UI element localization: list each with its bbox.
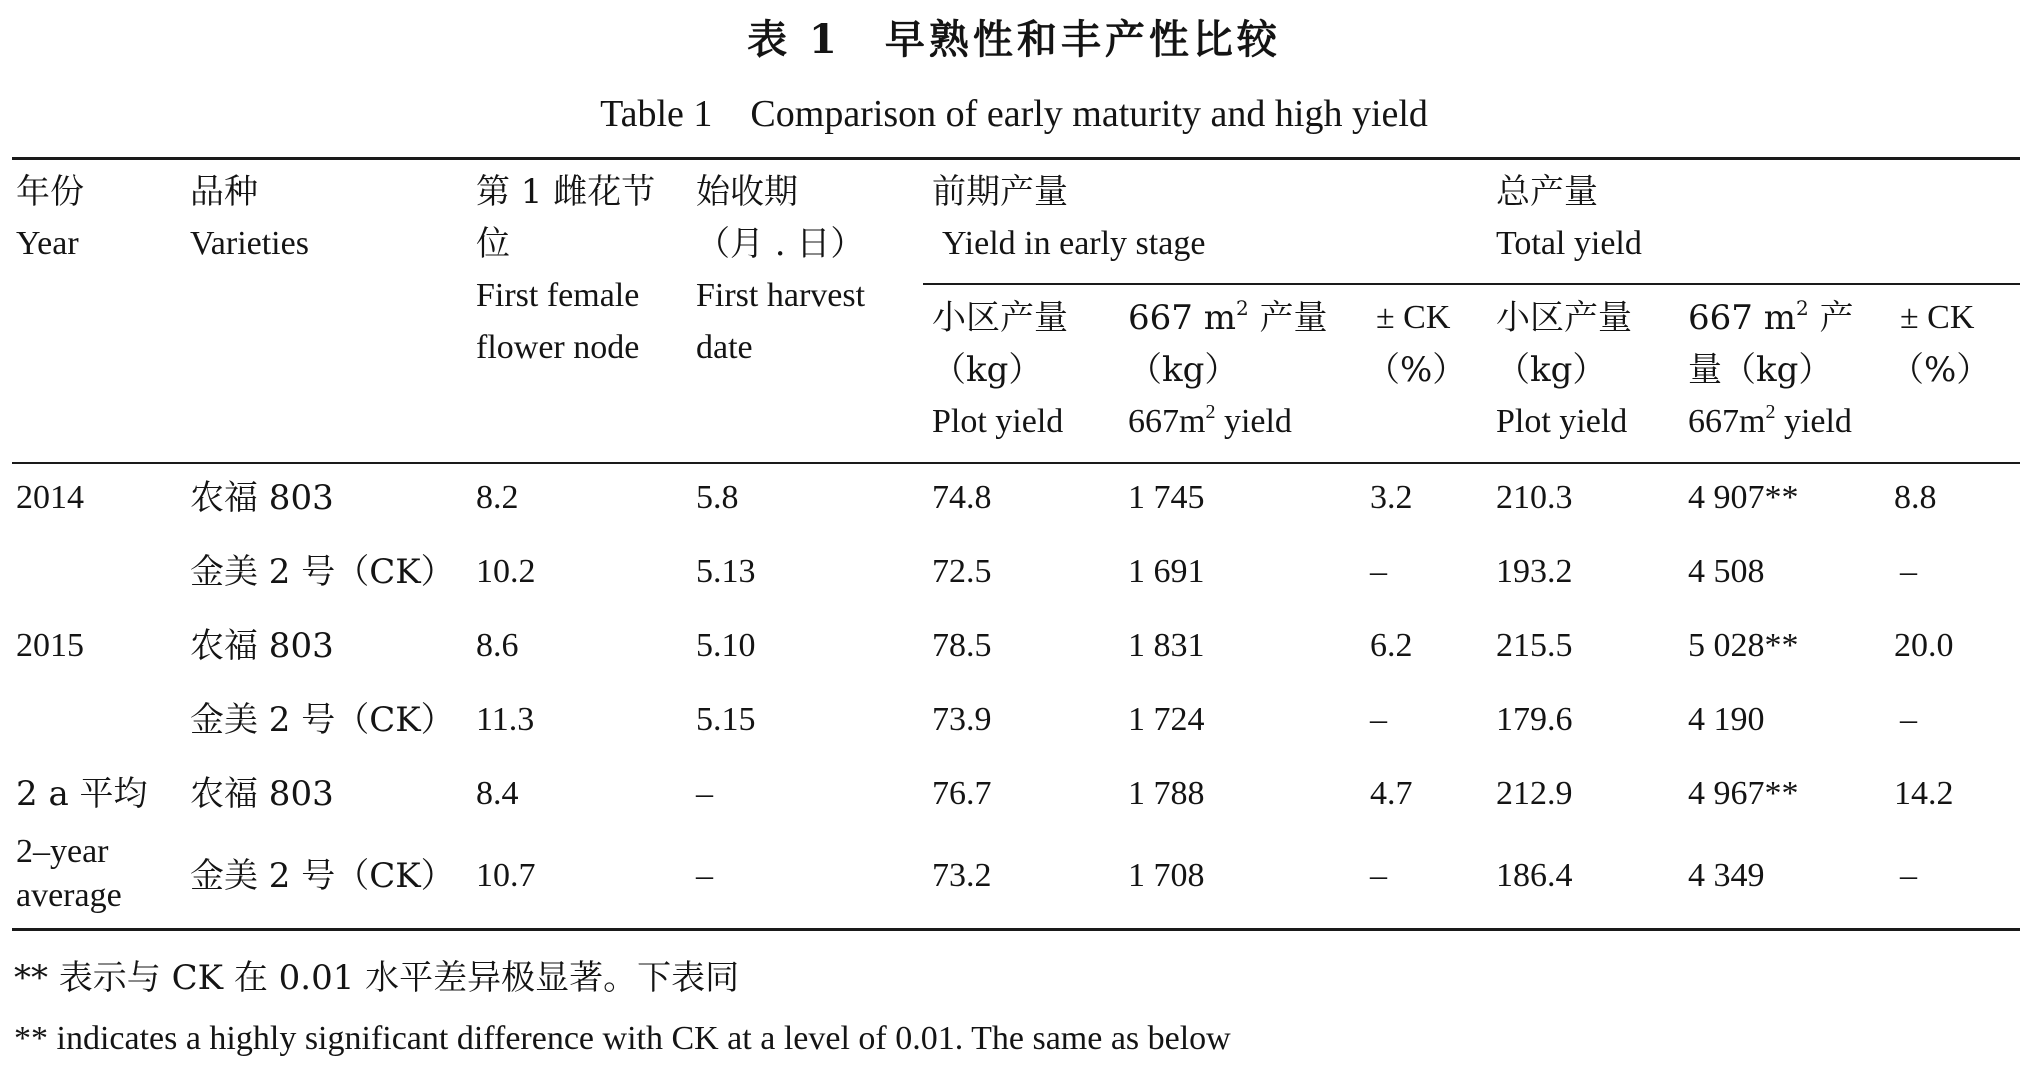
header-year-en: Year: [16, 225, 79, 262]
header-total-667-cn2: 量（kg）: [1688, 350, 1833, 390]
header-node-en2: flower node: [476, 329, 640, 366]
row5-harvest: –: [696, 775, 713, 812]
row4-variety: 金美 2 号（CK）: [190, 700, 455, 740]
top-rule: [12, 157, 2020, 160]
row1-variety: 农福 803: [190, 478, 334, 518]
header-early-cn: 前期产量: [932, 172, 1068, 212]
row3-early-667: 1 831: [1128, 627, 1205, 664]
header-early-plot-cn2: （kg）: [932, 350, 1043, 390]
row6-variety: 金美 2 号（CK）: [190, 856, 455, 896]
row6-total-667: 4 349: [1688, 857, 1765, 894]
row5-year: 2 a 平均: [16, 774, 148, 814]
row3-early-ck: 6.2: [1370, 627, 1413, 664]
row5-total-plot: 212.9: [1496, 775, 1573, 812]
row5-early-plot: 76.7: [932, 775, 992, 812]
row4-total-ck: –: [1900, 701, 1917, 738]
header-variety-cn: 品种: [190, 172, 258, 212]
row2-total-ck: –: [1900, 553, 1917, 590]
row2-early-plot: 72.5: [932, 553, 992, 590]
row4-early-plot: 73.9: [932, 701, 992, 738]
row1-early-plot: 74.8: [932, 479, 992, 516]
row3-total-ck: 20.0: [1894, 627, 1954, 664]
row6-total-plot: 186.4: [1496, 857, 1573, 894]
header-total-ck-l1: ± CK: [1900, 299, 1975, 336]
row5-total-667: 4 967**: [1688, 775, 1799, 812]
header-node-en1: First female: [476, 277, 640, 314]
row2-harvest: 5.13: [696, 553, 756, 590]
table-title-cn: 表 1 早熟性和丰产性比较: [747, 16, 1281, 63]
header-early-667-en: $667m^2$ yield: [1128, 400, 1292, 440]
row3-total-667: 5 028**: [1688, 627, 1799, 664]
header-harvest-cn2: （月 . 日）: [696, 224, 865, 264]
header-harvest-en2: date: [696, 329, 753, 366]
row6-early-667: 1 708: [1128, 857, 1205, 894]
header-total-plot-en: Plot yield: [1496, 403, 1628, 440]
header-early-ck-l1: ± CK: [1376, 299, 1451, 336]
row1-total-ck: 8.8: [1894, 479, 1937, 516]
header-early-en: Yield in early stage: [942, 225, 1206, 262]
header-total-667-cn1: 667 $m^2$ 产: [1688, 295, 1854, 338]
header-node-cn2: 位: [476, 224, 510, 264]
header-early-ck-l2: （%）: [1366, 350, 1467, 390]
row1-early-ck: 3.2: [1370, 479, 1413, 516]
row4-harvest: 5.15: [696, 701, 756, 738]
row1-year: 2014: [16, 479, 84, 516]
row6-year-en2: average: [16, 877, 122, 914]
header-early-plot-en: Plot yield: [932, 403, 1064, 440]
row1-early-667: 1 745: [1128, 479, 1205, 516]
row5-early-ck: 4.7: [1370, 775, 1413, 812]
row6-harvest: –: [696, 857, 713, 894]
row6-year-en1: 2–year: [16, 833, 109, 870]
row5-total-ck: 14.2: [1894, 775, 1954, 812]
row1-total-667: 4 907**: [1688, 479, 1799, 516]
header-total-ck-l2: （%）: [1890, 350, 1991, 390]
bottom-rule: [12, 928, 2020, 931]
row3-variety: 农福 803: [190, 626, 334, 666]
header-total-en: Total yield: [1496, 225, 1642, 262]
row2-variety: 金美 2 号（CK）: [190, 552, 455, 592]
header-total-plot-cn2: （kg）: [1496, 350, 1607, 390]
header-early-667-cn1: 667 $m^2$ 产量: [1128, 295, 1328, 338]
header-total-cn: 总产量: [1496, 172, 1598, 212]
row4-total-plot: 179.6: [1496, 701, 1573, 738]
footnote-en: ** indicates a highly significant difference with CK at a level of 0.01. The same as below: [14, 1020, 1231, 1057]
row2-early-667: 1 691: [1128, 553, 1205, 590]
row6-node: 10.7: [476, 857, 536, 894]
row3-early-plot: 78.5: [932, 627, 992, 664]
header-year-cn: 年份: [16, 172, 84, 212]
table-title-en: Table 1 Comparison of early maturity and high yield: [600, 93, 1428, 135]
row3-node: 8.6: [476, 627, 519, 664]
row3-year: 2015: [16, 627, 84, 664]
header-rule: [12, 462, 2020, 464]
row4-total-667: 4 190: [1688, 701, 1765, 738]
header-early-667-cn2: （kg）: [1128, 350, 1239, 390]
header-early-plot-cn1: 小区产量: [932, 298, 1068, 338]
row2-early-ck: –: [1370, 553, 1387, 590]
row2-node: 10.2: [476, 553, 536, 590]
row5-early-667: 1 788: [1128, 775, 1205, 812]
row6-early-ck: –: [1370, 857, 1387, 894]
header-total-667-en: $667m^2$ yield: [1688, 400, 1852, 440]
row2-total-plot: 193.2: [1496, 553, 1573, 590]
row5-variety: 农福 803: [190, 774, 334, 814]
row5-node: 8.4: [476, 775, 519, 812]
row4-early-667: 1 724: [1128, 701, 1205, 738]
header-variety-en: Varieties: [190, 225, 309, 262]
row1-harvest: 5.8: [696, 479, 739, 516]
row4-node: 11.3: [476, 701, 535, 738]
header-harvest-cn1: 始收期: [696, 172, 798, 212]
header-harvest-en1: First harvest: [696, 277, 866, 314]
row3-total-plot: 215.5: [1496, 627, 1573, 664]
footnote-cn: ** 表示与 CK 在 0.01 水平差异极显著。下表同: [14, 958, 740, 998]
row6-total-ck: –: [1900, 857, 1917, 894]
group-rule: [923, 283, 2020, 285]
row3-harvest: 5.10: [696, 627, 756, 664]
row1-total-plot: 210.3: [1496, 479, 1573, 516]
row6-early-plot: 73.2: [932, 857, 992, 894]
header-node-cn1: 第 1 雌花节: [476, 172, 656, 212]
row1-node: 8.2: [476, 479, 519, 516]
row4-early-ck: –: [1370, 701, 1387, 738]
header-total-plot-cn1: 小区产量: [1496, 298, 1632, 338]
row2-total-667: 4 508: [1688, 553, 1765, 590]
